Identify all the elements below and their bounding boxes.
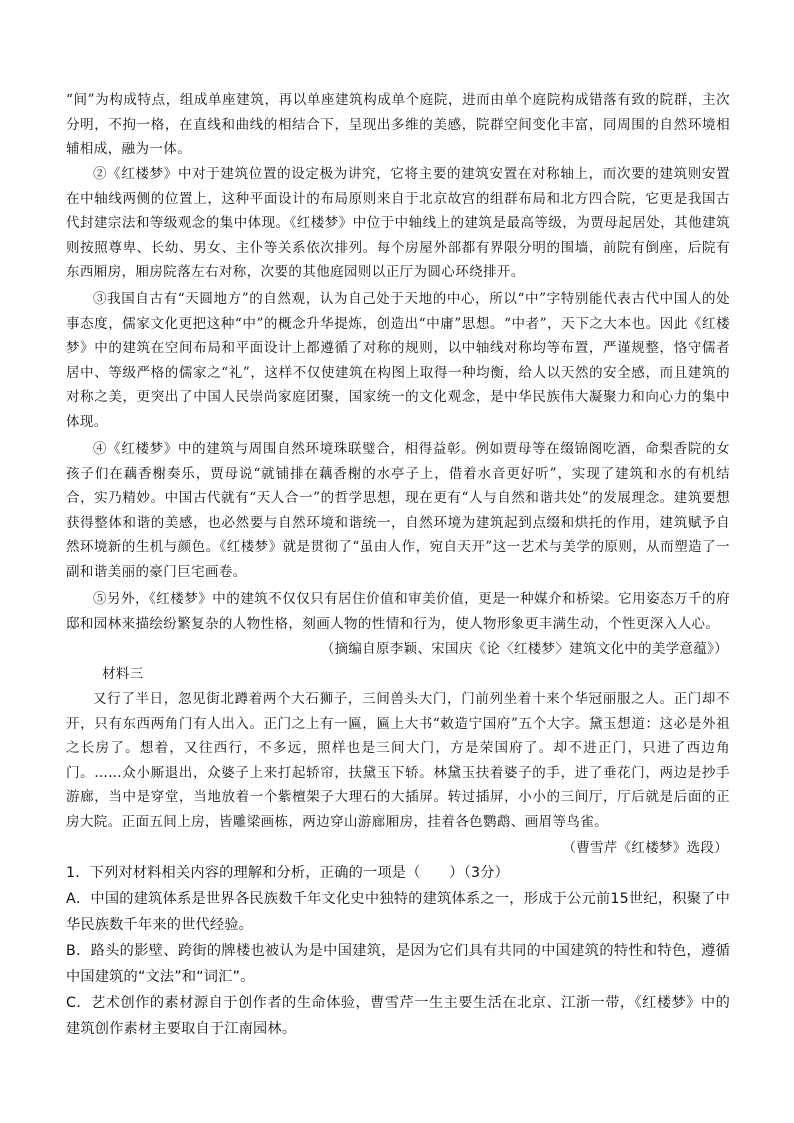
passage-paragraph-5: ⑤另外，《红楼梦》中的建筑不仅仅只有居住价值和审美价值，更是一种媒介和桥梁。它用姿态万千的府邸和园林来描绘纷繁复杂的人物性格，刻画人物的性情和行为，使人物形象更丰满生动，个性更深入人心。 bbox=[66, 591, 730, 632]
passage-paragraph-3: ③我国自古有“天圆地方”的自然观，认为自己处于天地的中心，所以“中”字特别能代表古代中国人的处事态度，儒家文化更把这种“中”的概念升华提炼，创造出“中庸”思想。“中者”，天下之大本也。因此《红楼梦》中的建筑在空间布局和平面设计上都遵循了对称的规则，以中轴线对称均等布置，严谨规整，恪守儒者居中、等级严格的儒家之“礼”，这样不仅使建筑在构图上取得一种均衡，给人以天然的安全感，而且建筑的对称之美，更突出了中国人民崇尚家庭团聚，国家统一的文化观念，是中华民族伟大凝聚力和向心力的集中体现。 bbox=[66, 291, 730, 430]
passage-paragraph-4: ④《红楼梦》中的建筑与周围自然环境珠联璧合，相得益彰。例如贾母等在缀锦阁吃酒，命梨香院的女孩子们在藕香榭奏乐，贾母说“就铺排在藕香榭的水亭子上，借着水音更好听”，实现了建筑和水的有机结合，实乃精妙。中国古代就有“天人合一”的哲学思想，现在更有“人与自然和谐共处”的发展理念。建筑要想获得整体和谐的美感，也必然要与自然环境和谐统一，自然环境为建筑起到点缀和烘托的作用，建筑赋予自然环境新的生机与颜色。《红楼梦》就是贯彻了“虽由人作，宛自天开”这一艺术与美学的原则，从而塑造了一副和谐美丽的豪门巨宅画卷。 bbox=[66, 441, 730, 580]
material-3-source: （曹雪芹《红楼梦》选段） bbox=[562, 840, 728, 856]
option-c[interactable]: C．艺术创作的素材源自于创作者的生命体验，曹雪芹一生主要生活在北京、江浙一带，《红楼梦》中的建筑创作素材主要取自于江南园林。 bbox=[66, 995, 730, 1038]
passage-paragraph-2: ②《红楼梦》中对于建筑位置的设定极为讲究，它将主要的建筑安置在对称轴上，而次要的建筑则安置在中轴线两侧的位置上，这种平面设计的布局原则来自于北京故宫的组群布局和北方四合院，它更是我国古代封建宗法和等级观念的集中体现。《红楼梦》中位于中轴线上的建筑是最高等级，为贾母起居处，其他建筑则按照尊卑、长幼、男女、主仆等关系依次排列。每个房屋外部都有界限分明的围墙，前院有倒座，后院有东西厢房，厢房院落左右对称，次要的其他庭园则以正厅为圆心环绕排开。 bbox=[66, 166, 730, 281]
question-stem: 1．下列对材料相关内容的理解和分析，正确的一项是（ ）（3分） bbox=[66, 865, 509, 881]
passage-paragraph-intro: “间”为构成特点，组成单座建筑，再以单座建筑构成单个庭院，进而由单个庭院构成错落有致的院群，主次分明，不拘一格，在直线和曲线的相结合下，呈现出多维的美感，院群空间变化丰富，同周围的自然环境相辅相成，融为一体。 bbox=[66, 92, 730, 158]
option-b[interactable]: B．路头的影壁、跨街的牌楼也被认为是中国建筑，是因为它们具有共同的中国建筑的特性和特色，遵循中国建筑的“文法”和“词汇”。 bbox=[66, 943, 730, 986]
material-3-text: 又行了半日，忽见街北蹲着两个大石狮子，三间兽头大门，门前列坐着十来个华冠丽服之人。正门却不开，只有东西两角门有人出入。正门之上有一匾，匾上大书“敕造宁国府”五个大字。黛玉想道：这必是外祖之长房了。想着，又往西行，不多远，照样也是三间大门，方是荣国府了。却不进正门，只进了西边角门。……众小厮退出，众婆子上来打起轿帘，扶黛玉下轿。林黛玉扶着婆子的手，进了垂花门，两边是抄手游廊，当中是穿堂，当地放着一个紫檀架子大理石的大插屏。转过插屏，小小的三间厅，厅后就是后面的正房大院。正面五间上房，皆雕梁画栋，两边穿山游廊厢房，挂着各色鹦鹉、画眉等鸟雀。 bbox=[66, 691, 730, 830]
material-2-source: （摘编自原李颖、宋国庆《论〈红楼梦〉建筑文化中的美学意蕴》） bbox=[320, 641, 728, 657]
option-a[interactable]: A．中国的建筑体系是世界各民族数千年文化史中独特的建筑体系之一，形成于公元前15世纪，积聚了中华民族数千年来的世代经验。 bbox=[66, 891, 730, 934]
material-3-title: 材料三 bbox=[102, 666, 144, 682]
